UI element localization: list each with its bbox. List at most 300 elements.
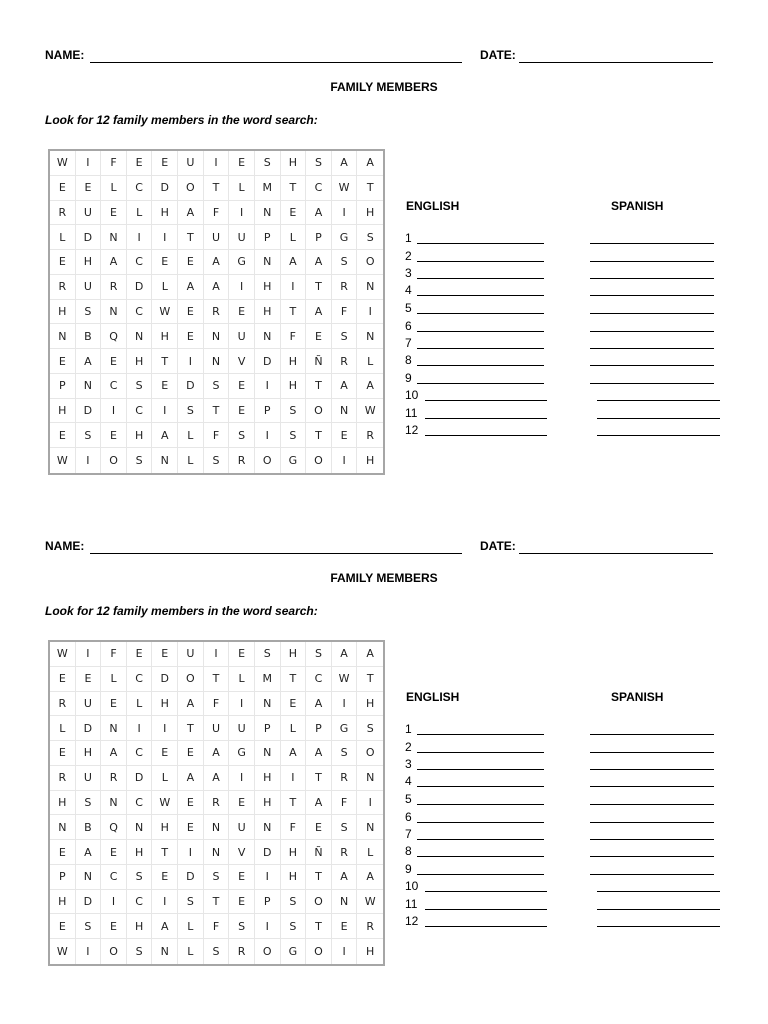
grid-letter[interactable]: E	[229, 865, 255, 890]
grid-letter[interactable]: A	[357, 642, 383, 667]
grid-letter[interactable]: R	[332, 275, 358, 300]
grid-letter[interactable]: S	[357, 716, 383, 741]
grid-letter[interactable]: O	[306, 890, 332, 915]
grid-letter[interactable]: U	[76, 692, 102, 717]
grid-letter[interactable]: T	[306, 766, 332, 791]
grid-letter[interactable]: S	[332, 250, 358, 275]
grid-letter[interactable]: S	[281, 423, 307, 448]
grid-letter[interactable]: R	[204, 791, 230, 816]
grid-letter[interactable]: T	[281, 667, 307, 692]
grid-letter[interactable]: H	[50, 791, 76, 816]
grid-letter[interactable]: L	[152, 766, 178, 791]
english-answer-field[interactable]	[417, 874, 544, 875]
grid-letter[interactable]: R	[50, 275, 76, 300]
grid-letter[interactable]: U	[204, 225, 230, 250]
grid-letter[interactable]: I	[101, 399, 127, 424]
grid-letter[interactable]: U	[76, 766, 102, 791]
spanish-answer-field[interactable]	[590, 365, 714, 366]
grid-letter[interactable]: C	[127, 890, 153, 915]
grid-letter[interactable]: S	[178, 399, 204, 424]
grid-letter[interactable]: I	[281, 766, 307, 791]
grid-letter[interactable]: T	[178, 225, 204, 250]
grid-letter[interactable]: E	[152, 865, 178, 890]
grid-letter[interactable]: H	[50, 300, 76, 325]
grid-letter[interactable]: A	[306, 250, 332, 275]
english-answer-field[interactable]	[417, 383, 544, 384]
grid-letter[interactable]: F	[204, 201, 230, 226]
grid-letter[interactable]: O	[306, 448, 332, 473]
grid-letter[interactable]: R	[229, 448, 255, 473]
grid-letter[interactable]: I	[76, 151, 102, 176]
grid-letter[interactable]: U	[76, 275, 102, 300]
english-answer-field[interactable]	[425, 926, 547, 927]
grid-letter[interactable]: W	[332, 176, 358, 201]
date-field[interactable]	[519, 62, 713, 63]
grid-letter[interactable]: D	[76, 399, 102, 424]
grid-letter[interactable]: D	[178, 374, 204, 399]
grid-letter[interactable]: A	[152, 423, 178, 448]
grid-letter[interactable]: A	[204, 766, 230, 791]
grid-letter[interactable]: Q	[101, 324, 127, 349]
grid-letter[interactable]: W	[50, 151, 76, 176]
grid-letter[interactable]: A	[332, 865, 358, 890]
english-answer-field[interactable]	[417, 348, 544, 349]
grid-letter[interactable]: S	[76, 300, 102, 325]
english-answer-field[interactable]	[417, 856, 544, 857]
grid-letter[interactable]: T	[281, 300, 307, 325]
grid-letter[interactable]: A	[76, 349, 102, 374]
grid-letter[interactable]: L	[357, 349, 383, 374]
grid-letter[interactable]: I	[127, 225, 153, 250]
grid-letter[interactable]: F	[281, 324, 307, 349]
grid-letter[interactable]: L	[178, 448, 204, 473]
grid-letter[interactable]: L	[281, 225, 307, 250]
spanish-answer-field[interactable]	[590, 331, 714, 332]
grid-letter[interactable]: N	[255, 741, 281, 766]
grid-letter[interactable]: E	[178, 250, 204, 275]
grid-letter[interactable]: C	[127, 250, 153, 275]
spanish-answer-field[interactable]	[590, 243, 714, 244]
grid-letter[interactable]: G	[332, 716, 358, 741]
grid-letter[interactable]: A	[357, 374, 383, 399]
english-answer-field[interactable]	[417, 331, 544, 332]
grid-letter[interactable]: O	[255, 939, 281, 964]
grid-letter[interactable]: S	[332, 324, 358, 349]
grid-letter[interactable]: E	[281, 201, 307, 226]
grid-letter[interactable]: I	[152, 225, 178, 250]
grid-letter[interactable]: I	[332, 448, 358, 473]
grid-letter[interactable]: I	[178, 840, 204, 865]
grid-letter[interactable]: O	[255, 448, 281, 473]
english-answer-field[interactable]	[417, 278, 544, 279]
grid-letter[interactable]: W	[50, 642, 76, 667]
grid-letter[interactable]: A	[178, 766, 204, 791]
grid-letter[interactable]: A	[332, 642, 358, 667]
grid-letter[interactable]: C	[127, 791, 153, 816]
grid-letter[interactable]: I	[229, 275, 255, 300]
grid-letter[interactable]: I	[332, 201, 358, 226]
grid-letter[interactable]: O	[178, 176, 204, 201]
grid-letter[interactable]: N	[127, 815, 153, 840]
grid-letter[interactable]: P	[255, 399, 281, 424]
grid-letter[interactable]: A	[306, 300, 332, 325]
grid-letter[interactable]: F	[332, 791, 358, 816]
grid-letter[interactable]: S	[255, 151, 281, 176]
grid-letter[interactable]: D	[178, 865, 204, 890]
grid-letter[interactable]: I	[229, 692, 255, 717]
grid-letter[interactable]: N	[101, 300, 127, 325]
grid-letter[interactable]: E	[50, 176, 76, 201]
grid-letter[interactable]: G	[281, 939, 307, 964]
grid-letter[interactable]: E	[229, 791, 255, 816]
grid-letter[interactable]: O	[357, 741, 383, 766]
grid-letter[interactable]: P	[255, 890, 281, 915]
grid-letter[interactable]: Ñ	[306, 349, 332, 374]
grid-letter[interactable]: E	[332, 914, 358, 939]
grid-letter[interactable]: N	[332, 399, 358, 424]
grid-letter[interactable]: T	[306, 275, 332, 300]
grid-letter[interactable]: H	[152, 324, 178, 349]
grid-letter[interactable]: I	[281, 275, 307, 300]
spanish-answer-field[interactable]	[590, 804, 714, 805]
grid-letter[interactable]: E	[50, 667, 76, 692]
english-answer-field[interactable]	[417, 365, 544, 366]
grid-letter[interactable]: S	[204, 448, 230, 473]
grid-letter[interactable]: I	[255, 374, 281, 399]
grid-letter[interactable]: T	[357, 176, 383, 201]
grid-letter[interactable]: H	[76, 250, 102, 275]
grid-letter[interactable]: R	[101, 275, 127, 300]
english-answer-field[interactable]	[425, 418, 547, 419]
grid-letter[interactable]: U	[229, 324, 255, 349]
grid-letter[interactable]: A	[281, 250, 307, 275]
spanish-answer-field[interactable]	[590, 874, 714, 875]
grid-letter[interactable]: I	[357, 791, 383, 816]
english-answer-field[interactable]	[417, 822, 544, 823]
grid-letter[interactable]: S	[357, 225, 383, 250]
grid-letter[interactable]: W	[332, 667, 358, 692]
grid-letter[interactable]: F	[204, 692, 230, 717]
grid-letter[interactable]: R	[332, 840, 358, 865]
grid-letter[interactable]: E	[101, 349, 127, 374]
spanish-answer-field[interactable]	[590, 786, 714, 787]
grid-letter[interactable]: E	[152, 642, 178, 667]
spanish-answer-field[interactable]	[590, 383, 714, 384]
grid-letter[interactable]: E	[50, 840, 76, 865]
english-answer-field[interactable]	[417, 261, 544, 262]
spanish-answer-field[interactable]	[590, 822, 714, 823]
grid-letter[interactable]: M	[255, 176, 281, 201]
grid-letter[interactable]: R	[357, 423, 383, 448]
grid-letter[interactable]: T	[204, 667, 230, 692]
grid-letter[interactable]: N	[204, 815, 230, 840]
grid-letter[interactable]: S	[255, 642, 281, 667]
grid-letter[interactable]: T	[357, 667, 383, 692]
grid-letter[interactable]: S	[127, 448, 153, 473]
grid-letter[interactable]: A	[204, 250, 230, 275]
grid-letter[interactable]: A	[204, 741, 230, 766]
grid-letter[interactable]: E	[101, 423, 127, 448]
grid-letter[interactable]: C	[101, 865, 127, 890]
grid-letter[interactable]: H	[152, 201, 178, 226]
grid-letter[interactable]: E	[50, 423, 76, 448]
grid-letter[interactable]: M	[255, 667, 281, 692]
grid-letter[interactable]: N	[255, 692, 281, 717]
grid-letter[interactable]: A	[281, 741, 307, 766]
grid-letter[interactable]: A	[332, 374, 358, 399]
grid-letter[interactable]: H	[366, 945, 375, 959]
grid-letter[interactable]: H	[255, 791, 281, 816]
grid-letter[interactable]: L	[101, 176, 127, 201]
grid-letter[interactable]: R	[50, 766, 76, 791]
grid-letter[interactable]: G	[229, 741, 255, 766]
grid-letter[interactable]: G	[281, 448, 307, 473]
grid-letter[interactable]: E	[229, 642, 255, 667]
grid-letter[interactable]: E	[178, 300, 204, 325]
grid-letter[interactable]: H	[50, 399, 76, 424]
grid-letter[interactable]: H	[255, 766, 281, 791]
grid-letter[interactable]: O	[101, 939, 127, 964]
grid-letter[interactable]: E	[229, 399, 255, 424]
name-field[interactable]	[90, 553, 462, 554]
grid-letter[interactable]: N	[50, 324, 76, 349]
grid-letter[interactable]: E	[101, 692, 127, 717]
grid-letter[interactable]: H	[76, 741, 102, 766]
spanish-answer-field[interactable]	[590, 348, 714, 349]
grid-letter[interactable]: L	[178, 939, 204, 964]
english-answer-field[interactable]	[417, 839, 544, 840]
english-answer-field[interactable]	[417, 243, 544, 244]
grid-letter[interactable]: I	[76, 642, 102, 667]
grid-letter[interactable]: I	[357, 300, 383, 325]
grid-letter[interactable]: H	[281, 865, 307, 890]
grid-letter[interactable]: A	[152, 914, 178, 939]
grid-letter[interactable]: E	[229, 300, 255, 325]
grid-letter[interactable]: E	[101, 914, 127, 939]
grid-letter[interactable]: E	[152, 250, 178, 275]
grid-letter[interactable]: F	[281, 815, 307, 840]
grid-letter[interactable]: S	[204, 865, 230, 890]
grid-letter[interactable]: D	[76, 716, 102, 741]
spanish-answer-field[interactable]	[597, 418, 720, 419]
english-answer-field[interactable]	[417, 734, 544, 735]
grid-letter[interactable]: H	[127, 423, 153, 448]
grid-letter[interactable]: N	[255, 324, 281, 349]
grid-letter[interactable]: S	[127, 865, 153, 890]
grid-letter[interactable]: R	[332, 349, 358, 374]
grid-letter[interactable]: I	[127, 716, 153, 741]
grid-letter[interactable]: S	[204, 939, 230, 964]
grid-letter[interactable]: L	[229, 176, 255, 201]
spanish-answer-field[interactable]	[597, 400, 720, 401]
grid-letter[interactable]: I	[152, 716, 178, 741]
grid-letter[interactable]: W	[50, 448, 76, 473]
grid-letter[interactable]: R	[332, 766, 358, 791]
grid-letter[interactable]: S	[306, 151, 332, 176]
grid-letter[interactable]: E	[50, 741, 76, 766]
grid-letter[interactable]: H	[127, 914, 153, 939]
grid-letter[interactable]: N	[255, 201, 281, 226]
grid-letter[interactable]: O	[357, 250, 383, 275]
grid-letter[interactable]: P	[50, 865, 76, 890]
grid-letter[interactable]: T	[281, 791, 307, 816]
grid-letter[interactable]: S	[76, 423, 102, 448]
grid-letter[interactable]: T	[152, 840, 178, 865]
grid-letter[interactable]: G	[229, 250, 255, 275]
grid-letter[interactable]: P	[255, 225, 281, 250]
grid-letter[interactable]: R	[50, 692, 76, 717]
grid-letter[interactable]: S	[229, 423, 255, 448]
grid-letter[interactable]: D	[255, 349, 281, 374]
grid-letter[interactable]: L	[50, 225, 76, 250]
grid-letter[interactable]: L	[281, 716, 307, 741]
grid-letter[interactable]: S	[204, 374, 230, 399]
grid-letter[interactable]: U	[204, 716, 230, 741]
grid-letter[interactable]: L	[127, 692, 153, 717]
grid-letter[interactable]: N	[204, 349, 230, 374]
grid-letter[interactable]: A	[357, 865, 383, 890]
grid-letter[interactable]: S	[178, 890, 204, 915]
grid-letter[interactable]: T	[281, 176, 307, 201]
grid-letter[interactable]: D	[76, 890, 102, 915]
grid-letter[interactable]: A	[332, 151, 358, 176]
spanish-answer-field[interactable]	[590, 734, 714, 735]
grid-letter[interactable]: N	[127, 324, 153, 349]
grid-letter[interactable]: A	[101, 250, 127, 275]
spanish-answer-field[interactable]	[597, 891, 720, 892]
grid-letter[interactable]: I	[255, 423, 281, 448]
grid-letter[interactable]: A	[76, 840, 102, 865]
grid-letter[interactable]: I	[255, 865, 281, 890]
name-field[interactable]	[90, 62, 462, 63]
grid-letter[interactable]: A	[306, 201, 332, 226]
grid-letter[interactable]: E	[152, 151, 178, 176]
grid-letter[interactable]: E	[281, 692, 307, 717]
grid-letter[interactable]: N	[152, 448, 178, 473]
grid-letter[interactable]: N	[332, 890, 358, 915]
grid-letter[interactable]: E	[101, 201, 127, 226]
grid-letter[interactable]: H	[152, 815, 178, 840]
grid-letter[interactable]: T	[306, 865, 332, 890]
grid-letter[interactable]: C	[127, 176, 153, 201]
grid-letter[interactable]: N	[204, 840, 230, 865]
grid-letter[interactable]: R	[101, 766, 127, 791]
grid-letter[interactable]: T	[178, 716, 204, 741]
english-answer-field[interactable]	[417, 295, 544, 296]
spanish-answer-field[interactable]	[590, 752, 714, 753]
grid-letter[interactable]: L	[357, 840, 383, 865]
grid-letter[interactable]: T	[204, 176, 230, 201]
spanish-answer-field[interactable]	[590, 856, 714, 857]
grid-letter[interactable]: T	[204, 399, 230, 424]
grid-letter[interactable]: I	[204, 642, 230, 667]
grid-letter[interactable]: N	[101, 225, 127, 250]
grid-letter[interactable]: H	[281, 840, 307, 865]
grid-letter[interactable]: N	[357, 766, 383, 791]
grid-letter[interactable]: E	[229, 374, 255, 399]
grid-letter[interactable]: T	[152, 349, 178, 374]
grid-letter[interactable]: L	[152, 275, 178, 300]
grid-letter[interactable]: F	[204, 914, 230, 939]
grid-letter[interactable]: F	[332, 300, 358, 325]
grid-letter[interactable]: E	[332, 423, 358, 448]
grid-letter[interactable]: A	[178, 692, 204, 717]
grid-letter[interactable]: I	[332, 692, 358, 717]
grid-letter[interactable]: I	[178, 349, 204, 374]
grid-letter[interactable]: P	[50, 374, 76, 399]
grid-letter[interactable]: E	[50, 250, 76, 275]
grid-letter[interactable]: A	[306, 741, 332, 766]
grid-letter[interactable]: I	[152, 890, 178, 915]
grid-letter[interactable]: U	[229, 716, 255, 741]
english-answer-field[interactable]	[417, 769, 544, 770]
grid-letter[interactable]: B	[76, 324, 102, 349]
grid-letter[interactable]: H	[152, 692, 178, 717]
grid-letter[interactable]: L	[178, 423, 204, 448]
grid-letter[interactable]: O	[178, 667, 204, 692]
grid-letter[interactable]: S	[76, 914, 102, 939]
grid-letter[interactable]: N	[76, 865, 102, 890]
english-answer-field[interactable]	[417, 752, 544, 753]
grid-letter[interactable]: F	[101, 151, 127, 176]
grid-letter[interactable]: H	[357, 201, 383, 226]
grid-letter[interactable]: I	[332, 939, 358, 964]
grid-letter[interactable]: E	[178, 791, 204, 816]
english-answer-field[interactable]	[425, 909, 547, 910]
grid-letter[interactable]: N	[255, 250, 281, 275]
spanish-answer-field[interactable]	[590, 839, 714, 840]
grid-letter[interactable]: A	[101, 741, 127, 766]
spanish-answer-field[interactable]	[590, 278, 714, 279]
grid-letter[interactable]: S	[76, 791, 102, 816]
grid-letter[interactable]: P	[306, 716, 332, 741]
grid-letter[interactable]: A	[178, 201, 204, 226]
grid-letter[interactable]: A	[306, 692, 332, 717]
grid-letter[interactable]: L	[178, 914, 204, 939]
grid-letter[interactable]: D	[76, 225, 102, 250]
grid-letter[interactable]: E	[178, 324, 204, 349]
spanish-answer-field[interactable]	[590, 769, 714, 770]
grid-letter[interactable]: D	[152, 667, 178, 692]
date-field[interactable]	[519, 553, 713, 554]
grid-letter[interactable]: V	[229, 349, 255, 374]
grid-letter[interactable]: U	[178, 151, 204, 176]
grid-letter[interactable]: S	[281, 914, 307, 939]
grid-letter[interactable]: U	[229, 225, 255, 250]
grid-letter[interactable]: Q	[101, 815, 127, 840]
grid-letter[interactable]: D	[152, 176, 178, 201]
english-answer-field[interactable]	[417, 786, 544, 787]
grid-letter[interactable]: F	[101, 642, 127, 667]
grid-letter[interactable]: E	[152, 374, 178, 399]
grid-letter[interactable]: A	[357, 151, 383, 176]
english-answer-field[interactable]	[417, 313, 544, 314]
grid-letter[interactable]: E	[76, 667, 102, 692]
grid-letter[interactable]: S	[306, 642, 332, 667]
spanish-answer-field[interactable]	[597, 909, 720, 910]
grid-letter[interactable]: E	[178, 815, 204, 840]
grid-letter[interactable]: W	[152, 791, 178, 816]
grid-letter[interactable]: W	[152, 300, 178, 325]
grid-letter[interactable]: I	[229, 201, 255, 226]
grid-letter[interactable]: H	[127, 840, 153, 865]
grid-letter[interactable]: S	[127, 374, 153, 399]
grid-letter[interactable]: L	[127, 201, 153, 226]
grid-letter[interactable]: S	[127, 939, 153, 964]
grid-letter[interactable]: E	[229, 151, 255, 176]
grid-letter[interactable]: I	[152, 399, 178, 424]
grid-letter[interactable]: L	[229, 667, 255, 692]
